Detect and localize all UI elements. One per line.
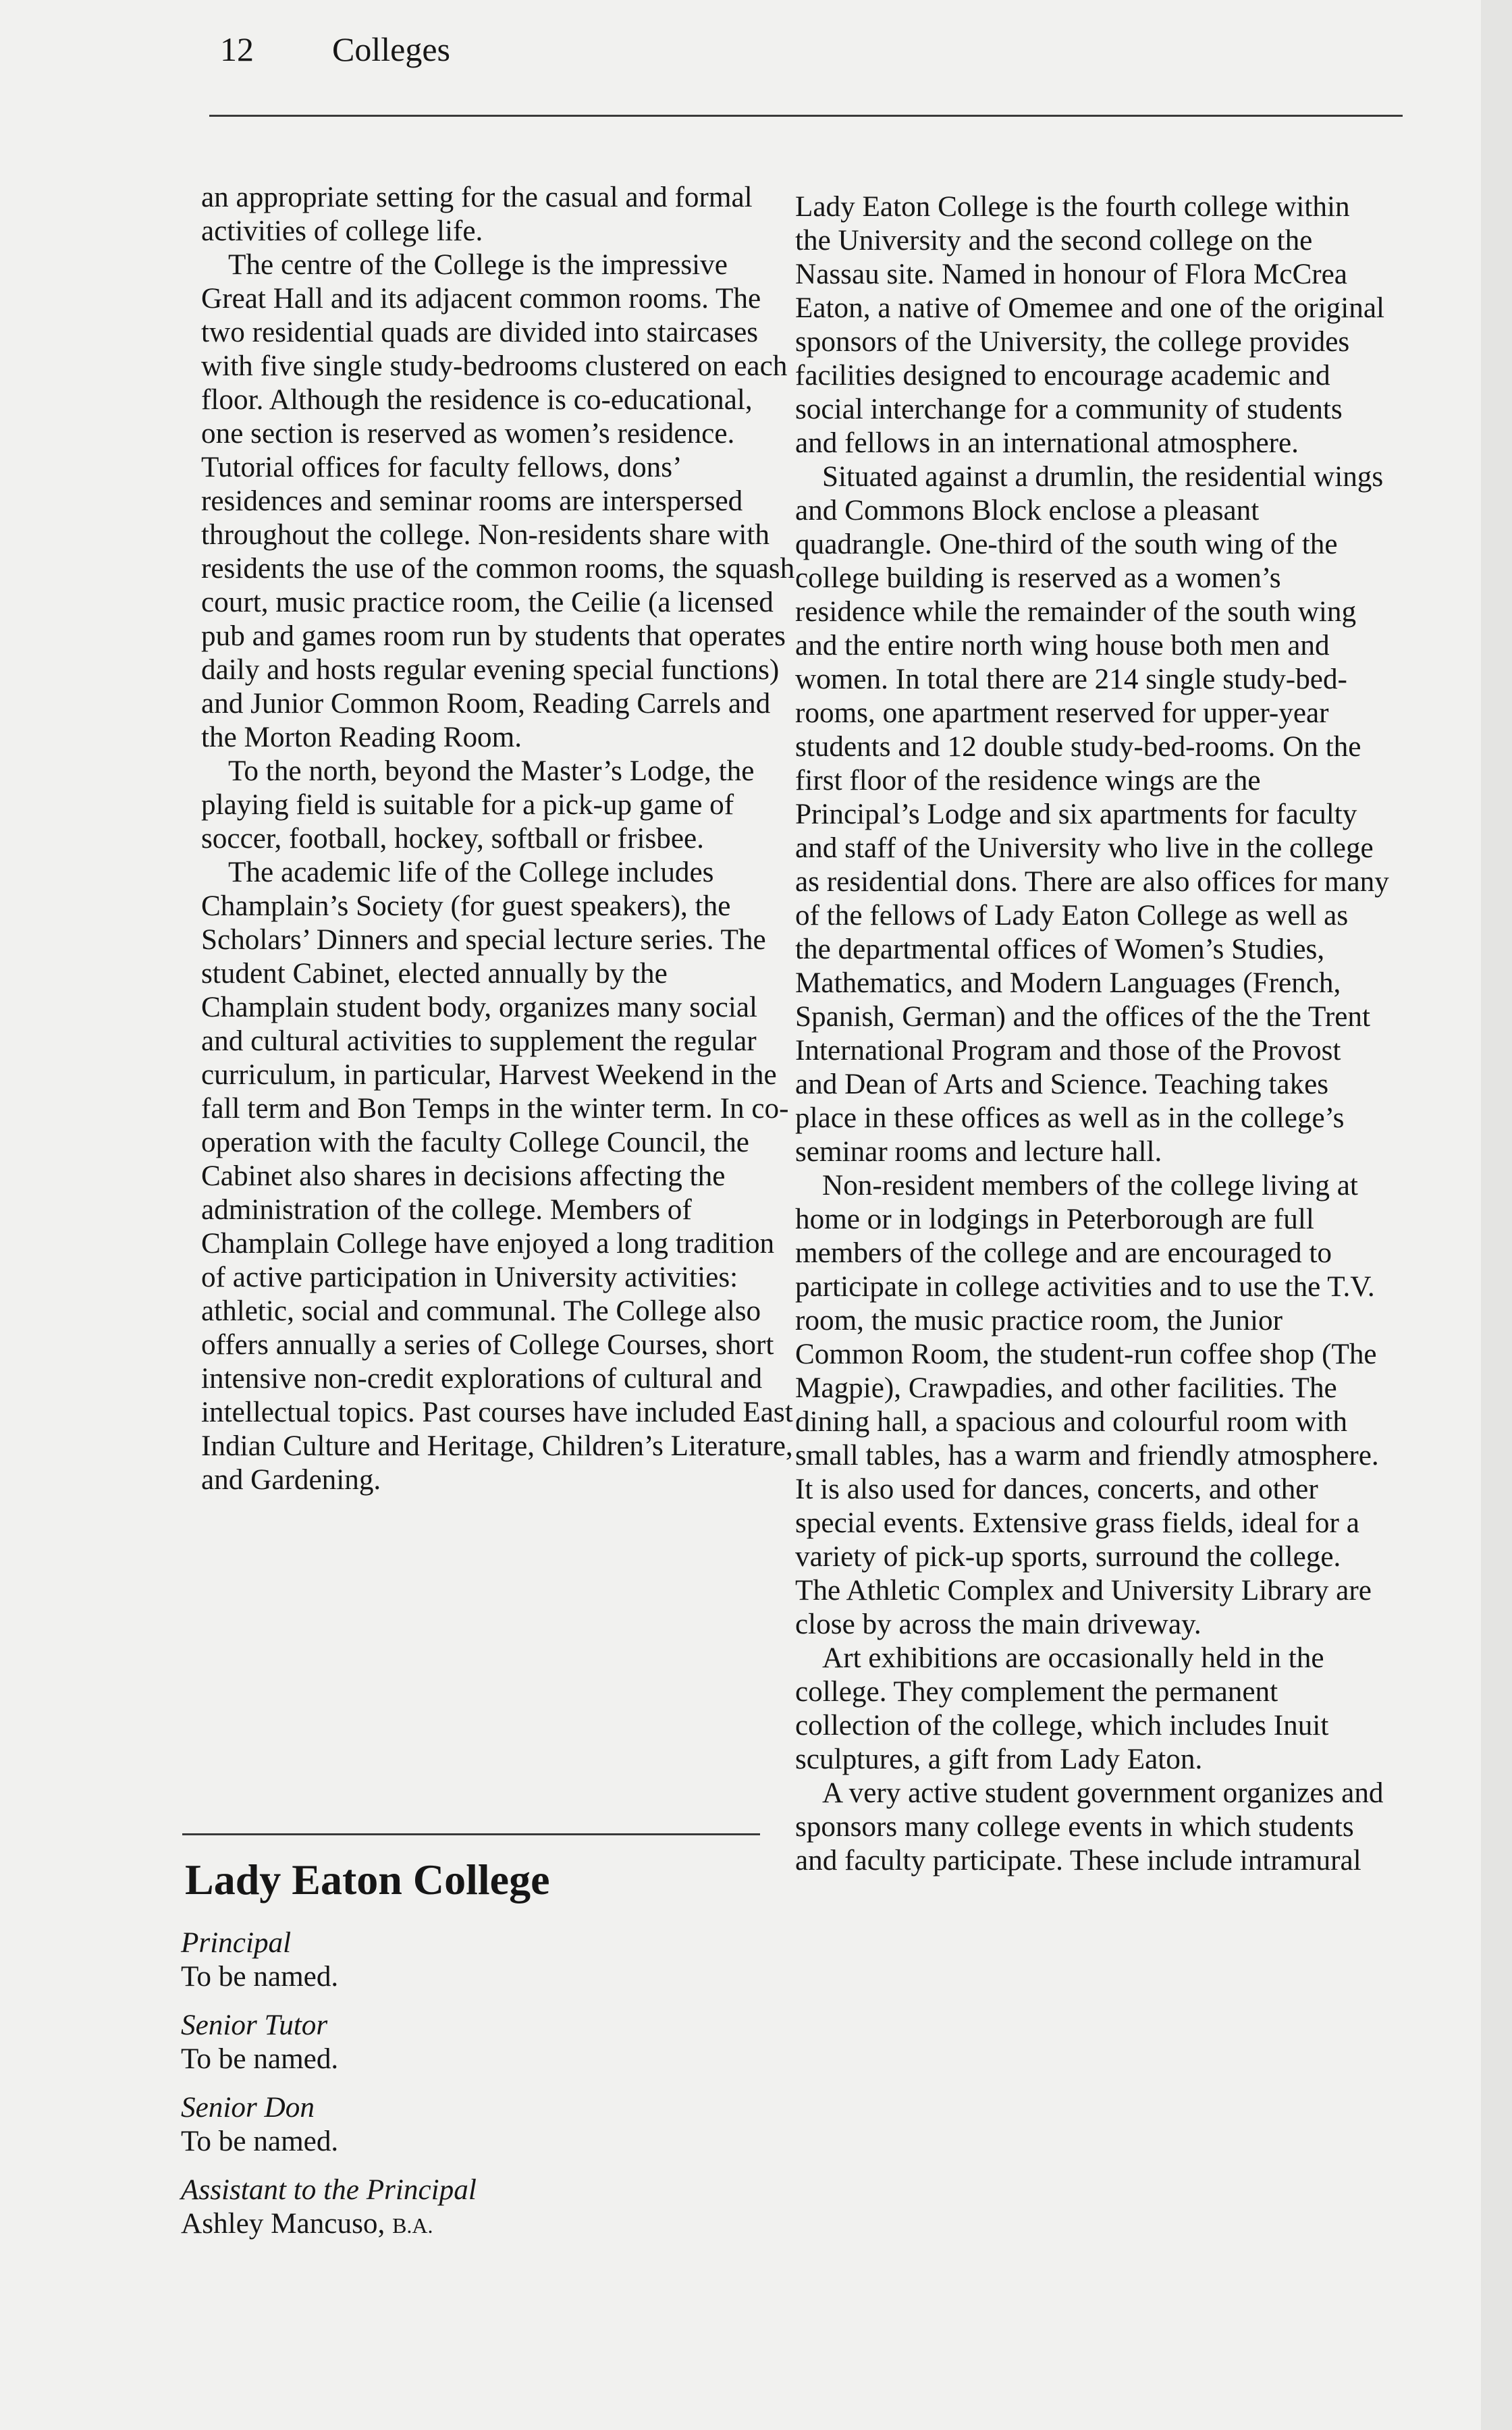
paragraph: an appropriate setting for the casual and formal activities of college life.: [201, 182, 753, 247]
paragraph: The centre of the College is the impressive Great Hall and its adjacent common rooms. The two residential quads are divided into staircases with five single study-bedrooms clustered on each floor. Although the residence is co-educational, one section is reserved as women’s residence. Tutorial offices for faculty fellows, dons’ residences and seminar rooms are interspersed throughout the college. Non-residents share with residents the use of the common rooms, the squash court, music practice room, the Ceilie (a licensed pub and games room run by students that operates daily and hosts regular evening special functions) and Junior Common Room, Reading Carrels and the Morton Reading Room.: [201, 249, 795, 753]
header-rule: [209, 115, 1403, 117]
staff-role: Senior Don: [181, 2092, 315, 2124]
paragraph: To the north, beyond the Master’s Lodge, the playing field is suitable for a pick-up game of soccer, football, hockey, softball or frisbee.: [201, 755, 755, 855]
left-text-column: [201, 181, 795, 1497]
staff-name: To be named.: [181, 2126, 339, 2157]
page-number: 12: [220, 30, 254, 68]
paragraph: Situated against a drumlin, the residential wings and Commons Block enclose a pleasant quadrangle. One-third of the south wing of the college building is reserved as a women’s residence while the remainder of the south wing and the entire north wing house both men and women. In total there are 214 single study-bed-rooms, one apartment reserved for upper-year students and 12 double study-bed-rooms. On the first floor of the residence wings are the Principal’s Lodge and six apartments for faculty and staff of the University who live in the college as residential dons. There are also offices for many of the fellows of Lady Eaton College as well as the departmental offices of Women’s Studies, Mathematics, and Modern Languages (French, Spanish, German) and the offices of the the Trent International Program and those of the Provost and Dean of Arts and Science. Teaching takes place in these offices as well as in the college’s seminar rooms and lecture hall.: [795, 461, 1389, 1168]
paragraph: Art exhibitions are occasionally held in the college. They complement the permanent collection of the college, which includes Inuit sculptures, a gift from Lady Eaton.: [795, 1642, 1329, 1775]
scan-page-edge: [1481, 0, 1512, 2430]
section-rule: [182, 1833, 760, 1835]
paragraph: Non-resident members of the college living at home or in lodgings in Peterborough are full members of the college and are encouraged to participate in college activities and to use the T.V. room, the music practice room, the Junior Common Room, the student-run coffee shop (The Magpie), Crawpadies, and other facilities. The dining hall, a spacious and colourful room with small tables, has a warm and friendly atmosphere. It is also used for dances, concerts, and other special events. Extensive grass fields, ideal for a variety of pick-up sports, surround the college. The Athletic Complex and University Library are close by across the main driveway.: [795, 1170, 1379, 1640]
staff-entry: [181, 2009, 761, 2076]
staff-name: To be named.: [181, 1961, 339, 1993]
paragraph: Lady Eaton College is the fourth college within the University and the second college on the Nassau site. Named in honour of Flora McCrea Eaton, a native of Omemee and one of the original sponsors of the University, the college provides facilities designed to encourage academic and social interchange for a community of students and fellows in an international atmosphere.: [795, 191, 1385, 459]
staff-role: Senior Tutor: [181, 2009, 328, 2041]
paragraph: The academic life of the College includes Champlain’s Society (for guest speakers), the Scholars’ Dinners and special lecture series. The student Cabinet, elected annually by the Champlain student body, organizes many social and cultural activities to supplement the regular curriculum, in particular, Harvest Weekend in the fall term and Bon Temps in the winter term. In co-operation with the faculty College Council, the Cabinet also shares in decisions affecting the administration of the college. Members of Champlain College have enjoyed a long tradition of active participation in University activities: athletic, social and communal. The College also offers annually a series of College Courses, short intensive non-credit explorations of cultural and intellectual topics. Past courses have included East Indian Culture and Heritage, Children’s Literature, and Gardening.: [201, 857, 793, 1496]
paragraph: A very active student government organizes and sponsors many college events in which students and faculty participate. These include intramural: [795, 1777, 1384, 1877]
section-heading: Lady Eaton College: [185, 1856, 550, 1904]
staff-role: Principal: [181, 1927, 292, 1959]
staff-name: To be named.: [181, 2043, 339, 2075]
staff-name: Ashley Mancuso,: [181, 2208, 385, 2240]
staff-entry: [181, 2091, 761, 2159]
staff-name-line: [181, 2207, 761, 2242]
running-header: Colleges: [332, 30, 450, 68]
staff-degree: B.A.: [392, 2213, 433, 2238]
staff-entry: [181, 2174, 761, 2242]
staff-entry: [181, 1926, 761, 1994]
right-text-column: [795, 190, 1389, 1878]
staff-list: [181, 1926, 761, 2257]
staff-role: Assistant to the Principal: [181, 2174, 477, 2206]
